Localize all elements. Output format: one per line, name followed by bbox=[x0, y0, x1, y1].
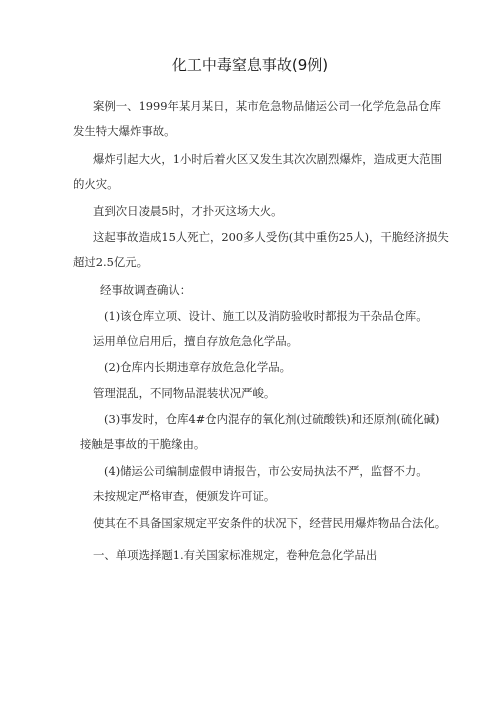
paragraph-line: 超过2.5亿元。 bbox=[73, 255, 149, 269]
paragraph-line: 爆炸引起大火，1小时后着火区又发生其次次剧烈爆炸，造成更大范围 bbox=[93, 152, 442, 166]
paragraph-line: 使其在不具备国家规定平安条件的状况下，经营民用爆炸物品合法化。 bbox=[93, 516, 447, 530]
paragraph-line: 管理混乱，不同物品混装状况严峻。 bbox=[93, 386, 276, 400]
paragraph-line: 一、单项选择题1.有关国家标准规定，卷种危急化学品出 bbox=[93, 548, 378, 562]
paragraph-line: 直到次日凌晨5时，才扑灭这场大火。 bbox=[93, 204, 283, 218]
paragraph-line: 未按规定严格审查，便颁发许可证。 bbox=[93, 489, 276, 503]
paragraph-line: (1)该仓库立项、设计、施工以及消防验收时都报为干杂品仓库。 bbox=[104, 309, 428, 323]
paragraph-line: (3)事发时，仓库4#仓内混存的氧化剂(过硫酸铁)和还原剂(硫化碱) bbox=[104, 412, 440, 426]
paragraph-line: (4)储运公司编制虚假申请报告，市公安局执法不严，监督不力。 bbox=[104, 464, 428, 478]
paragraph-line: 接触是事故的干脆缘由。 bbox=[80, 437, 206, 451]
paragraph-line: 发生特大爆炸事故。 bbox=[73, 124, 176, 138]
paragraph-line: 经事故调查确认： bbox=[100, 283, 192, 297]
paragraph-line: (2)仓库内长期违章存放危急化学品。 bbox=[104, 360, 291, 374]
paragraph-line: 案例一、1999年某月某日，某市危急物品储运公司一化学危急品仓库 bbox=[93, 99, 441, 113]
document-title: 化工中毒窒息事故(9例) bbox=[171, 56, 329, 74]
paragraph-line: 这起事故造成15人死亡，200多人受伤(其中重伤25人)，干脆经济损失 bbox=[93, 230, 449, 244]
paragraph-line: 运用单位启用后，擅自存放危急化学品。 bbox=[93, 334, 299, 348]
paragraph-line: 的火灾。 bbox=[73, 177, 119, 191]
